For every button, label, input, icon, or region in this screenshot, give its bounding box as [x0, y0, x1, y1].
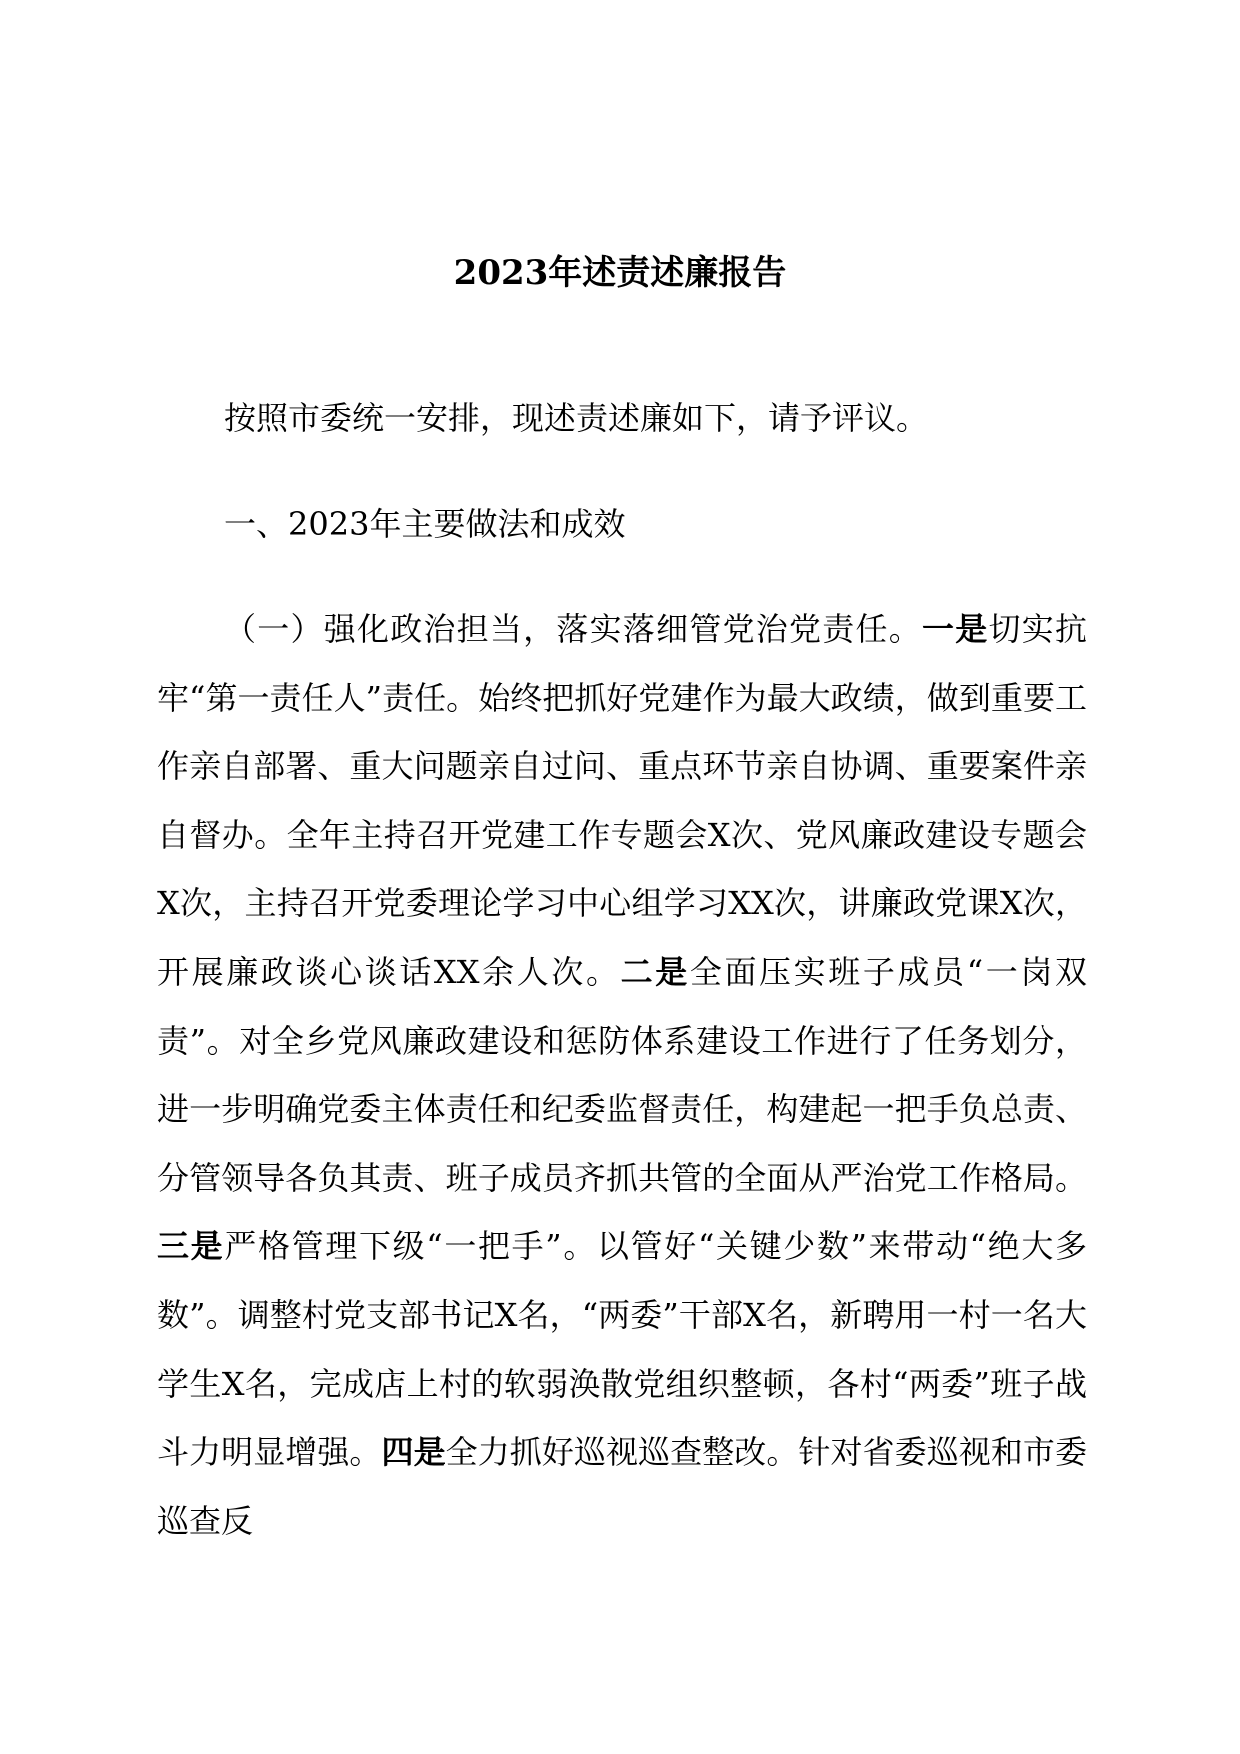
paragraph-text-4: 全力抓好巡视巡查整改。针对省委巡视和市委巡查反 — [157, 1433, 1087, 1540]
body-paragraph — [157, 595, 1087, 1555]
paragraph-text-1: 切实抗牢“第一责任人”责任。始终把抓好党建作为最大政绩，做到重要工作亲自部署、重大问题亲自过问、重点环节亲自协调、重要案件亲自督办。全年主持召开党建工作专题会X次、党风廉政建设专题会X次，主持召开党委理论学习中心组学习XX次，讲廉政党课X次，开展廉政谈心谈话XX余人次。 — [157, 610, 1087, 991]
document-title: 2023年述责述廉报告 — [453, 253, 787, 293]
paragraph-text-3: 严格管理下级“一把手”。以管好“关键少数”来带动“绝大多数”。调整村党支部书记X名，“两委”干部X名，新聘用一村一名大学生X名，完成店上村的软弱涣散党组织整顿，各村“两委”班子战斗力明显增强。 — [157, 1227, 1087, 1472]
paragraph-subheading: （一）强化政治担当，落实落细管党治党责任。 — [224, 610, 923, 648]
point-label-4: 四是 — [381, 1433, 446, 1472]
paragraph-text-2: 全面压实班子成员“一岗双责”。对全乡党风廉政建设和惩防体系建设工作进行了任务划分，进一步明确党委主体责任和纪委监督责任，构建起一把手负总责、分管领导各负其责、班子成员齐抓共管的全面从严治党工作格局。 — [157, 952, 1087, 1197]
point-label-2: 二是 — [620, 952, 690, 991]
intro-paragraph: 按照市委统一安排，现述责述廉如下，请予评议。 — [224, 399, 929, 437]
point-label-1: 一是 — [922, 610, 989, 648]
section-heading: 一、2023年主要做法和成效 — [224, 505, 626, 543]
point-label-3: 三是 — [157, 1227, 225, 1266]
